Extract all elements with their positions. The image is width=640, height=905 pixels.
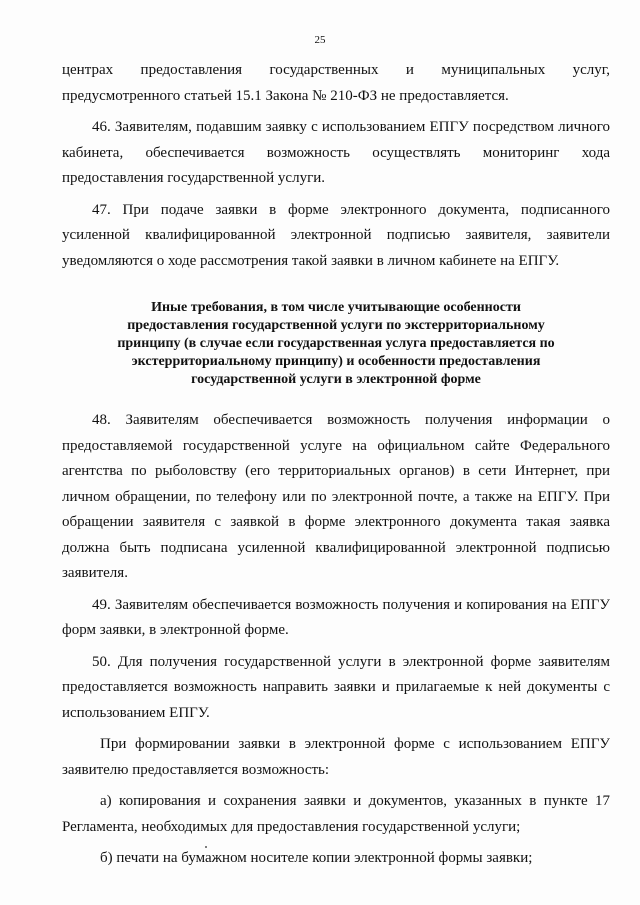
- heading-line: принципу (в случае если государственная услуга предоставляется по: [117, 336, 555, 351]
- heading-line: предоставления государственной услуги по экстерриториальному: [127, 318, 545, 333]
- paragraph-50: 50. Для получения государственной услуги в электронной форме заявителям предоставляется возможность направить заявки и прилагаемые к ней документы с использованием ЕПГУ.: [62, 653, 610, 721]
- paragraph-49: 49. Заявителям обеспечивается возможность получения и копирования на ЕПГУ форм заявки, в электронной форме.: [62, 596, 610, 638]
- page-number: 25: [314, 34, 326, 46]
- list-item-a: а) копирования и сохранения заявки и документов, указанных в пункте 17 Регламента, необходимых для предоставления государственной услуги;: [62, 793, 610, 835]
- heading-line: государственной услуги в электронной форме: [191, 372, 481, 387]
- document-body: [62, 58, 610, 878]
- list-item-b: б) печати на бумажном носителе копии электронной формы заявки;: [100, 850, 533, 866]
- heading-line: Иные требования, в том числе учитывающие особенности: [151, 300, 521, 315]
- paragraph-48: 48. Заявителям обеспечивается возможность получения информации о предоставляемой государственной услуге на официальном сайте Федерального агентства по рыболовству (его территориальных органов) в сети Интернет, при личном обращении, по телефону или по электронной почте, а также на ЕПГУ. При обращении заявителя с заявкой в форме электронного документа такая заявка должна быть подписана усиленной квалифицированной электронной подписью заявителя.: [62, 412, 610, 581]
- paragraph-forming-request: При формировании заявки в электронной форме с использованием ЕПГУ заявителю предоставляется возможность:: [62, 736, 610, 778]
- paragraph-47: 47. При подаче заявки в форме электронного документа, подписанного усиленной квалифицированной электронной подписью заявителя, заявители уведомляются о ходе рассмотрения такой заявки в личном кабинете на ЕПГУ.: [62, 201, 610, 269]
- paragraph-continuation: центрах предоставления государственных и муниципальных услуг, предусмотренного статьей 15.1 Закона № 210-ФЗ не предоставляется.: [62, 62, 610, 104]
- scan-speck: [205, 846, 207, 848]
- paragraph-46: 46. Заявителям, подавшим заявку с использованием ЕПГУ посредством личного кабинета, обеспечивается возможность осуществлять мониторинг хода предоставления государственной услуги.: [62, 119, 610, 186]
- heading-line: экстерриториальному принципу) и особенности предоставления: [131, 354, 541, 369]
- section-heading: [62, 299, 610, 389]
